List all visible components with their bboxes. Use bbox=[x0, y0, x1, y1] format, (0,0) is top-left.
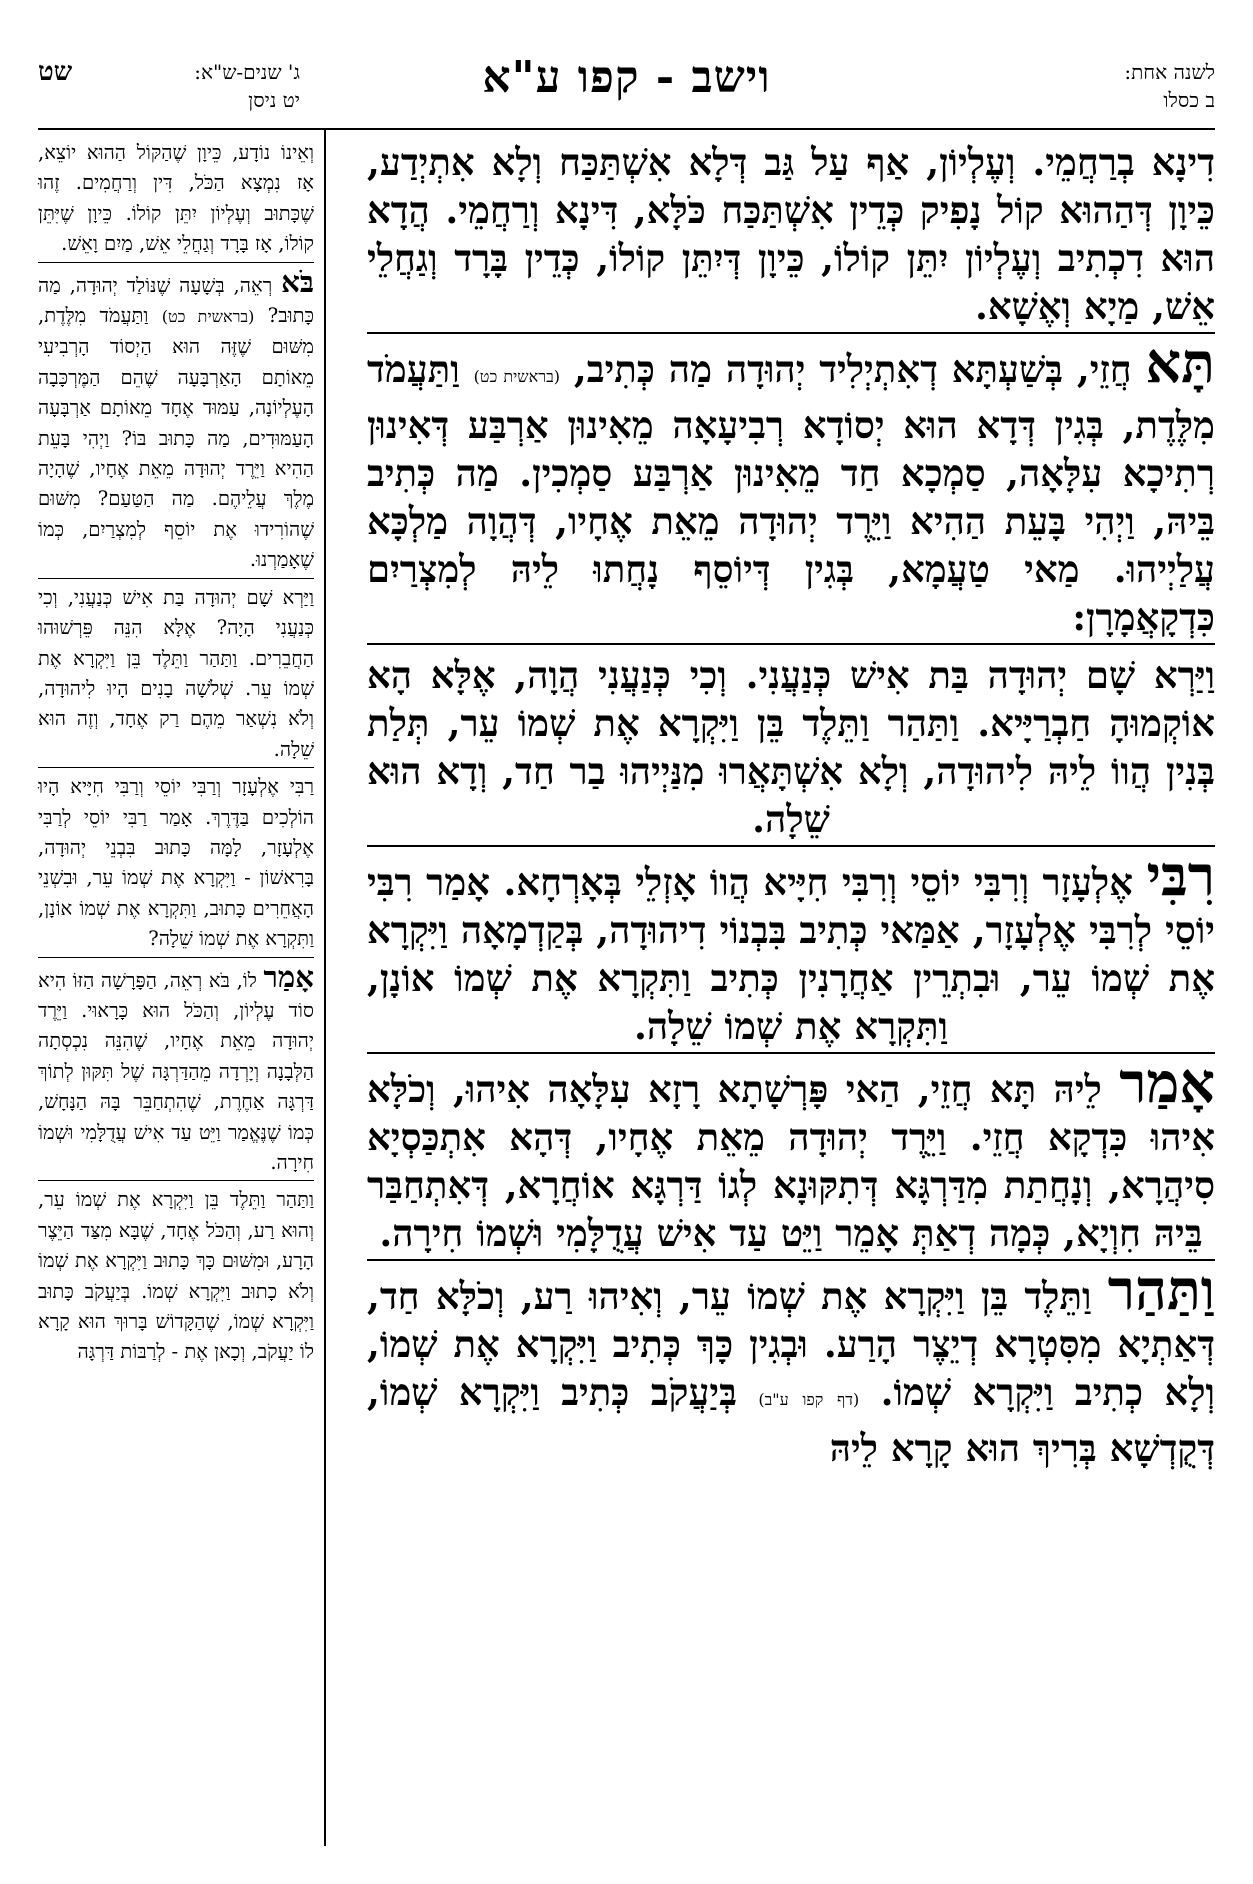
side-paragraph-1 bbox=[38, 138, 314, 260]
header-rule bbox=[38, 128, 1215, 130]
main-paragraph-6-lead: וַתַּהַר bbox=[1107, 1258, 1215, 1323]
schedule-label-one-year: לשנה אחת: bbox=[1124, 60, 1215, 84]
folio-number: שט bbox=[38, 57, 73, 87]
main-paragraph-6-text-b: בְּיַעֲקֹב כְּתִיב וַיִּקְרָא שְׁמוֹ, דְּקֻדְשָׁא בְּרִיךְ הוּא קָרָא לֵיהּ bbox=[367, 1370, 1215, 1470]
paragraph-rule bbox=[38, 957, 314, 958]
schedule-label-three-years: ג' שנים-ש"א: bbox=[194, 60, 300, 84]
paragraph-rule bbox=[38, 578, 314, 579]
main-paragraph-4 bbox=[367, 844, 1215, 1050]
main-paragraph-6 bbox=[367, 1258, 1215, 1472]
side-paragraph-1-text: וְאֵינוֹ נוֹדָע, כֵּיוָן שֶׁהַקּוֹל הַהוּא יוֹצֵא, אָז נִמְצָא הַכֹּל, דִּין וְרַחֲמִים. זֶהוּ שֶׁכָּתוּב וְעֶלְיוֹן יִתֵּן קוֹלוֹ. כֵּיוָן שֶׁיִּתֵּן קוֹלוֹ, אָז בָּרָד וְגַחֲלֵי אֵשׁ, מַיִם וָאֵשׁ. bbox=[38, 141, 314, 256]
main-paragraph-6-folio-ref: (דף קפו ע"ב) bbox=[758, 1390, 860, 1409]
main-paragraph-2-lead: תָּא bbox=[1145, 331, 1215, 396]
main-paragraph-3 bbox=[367, 651, 1215, 843]
paragraph-rule bbox=[38, 767, 314, 768]
side-paragraph-2 bbox=[38, 264, 315, 576]
schedule-date-one-year: ב כסלו bbox=[1163, 88, 1215, 112]
page-title: וישב - קפו ע"א bbox=[482, 52, 771, 103]
main-paragraph-2-source: (בראשית כט) bbox=[473, 367, 561, 386]
side-paragraph-4-text: רַבִּי אֶלְעָזָר וְרַבִּי יוֹסֵי וְרַבִּי חִיָּיא הָיוּ הוֹלְכִים בַּדֶּרֶךְ. אָמַר רַבִּי יוֹסֵי לְרַבִּי אֶלְעָזָר, לָמָּה כָּתוּב בִּבְנֵי יְהוּדָה, בָּרִאשׁוֹן - וַיִּקְרָא אֶת שְׁמוֹ עֵר, וּבִשְׁנֵי הָאֲחֵרִים כָּתוּב, וַתִּקְרָא אֶת שְׁמוֹ אוֹנָן, וַתִּקְרָא אֶת שְׁמוֹ שֵׁלָה? bbox=[38, 775, 314, 951]
main-paragraph-6-text-a: וַתֵּלֶד בֵּן וַיִּקְרָא אֶת שְׁמוֹ עֵר, וְאִיהוּ רַע, וְכֹלָּא חַד, דְּאַתְיָא מִסִּטְרָא דְיֵצֶר הָרַע. וּבְגִין כָּךְ כְּתִיב וַיִּקְרָא אֶת שְׁמוֹ, וְלָא כְתִיב וַיִּקְרָא שְׁמוֹ. bbox=[367, 1274, 1215, 1414]
side-paragraph-5-lead: אָמַר bbox=[263, 959, 314, 994]
paragraph-rule bbox=[367, 1052, 1215, 1054]
paragraph-rule bbox=[38, 262, 314, 263]
main-paragraph-2 bbox=[367, 331, 1215, 641]
daily-schedule-three-years bbox=[110, 58, 300, 114]
side-paragraph-2-lead: בֹּא bbox=[281, 264, 314, 299]
translation-column bbox=[38, 138, 314, 1368]
column-divider bbox=[324, 130, 326, 1846]
main-paragraph-1 bbox=[367, 138, 1215, 330]
side-paragraph-2-text-b: וַתַּעֲמֹד מִלֶּדֶת, מִשּׁוּם שֶׁזֶּה הוּא הַיְסוֹד הָרְבִיעִי מֵאוֹתָם הָאַרְבָּעָה שֶׁהֵם הַמֶּרְכָּבָה הָעֶלְיוֹנָה, עַמּוּד אֶחָד מֵאוֹתָם אַרְבָּעָה הָעַמּוּדִים, מַה כָּתוּב בּוֹ? וַיְהִי בָּעֵת הַהִיא וַיֵּרֶד יְהוּדָה מֵאֵת אֶחָיו, שֶׁהָיָה מֶלֶךְ עֲלֵיהֶם. מַה הַטַּעַם? מִשּׁוּם שֶׁהוֹרִידוּ אֶת יוֹסֵף לְמִצְרַיִם, כְּמוֹ שֶׁאָמַרְנוּ. bbox=[38, 304, 314, 572]
main-paragraph-5-lead: אָמַר bbox=[1119, 1051, 1215, 1116]
paragraph-rule bbox=[38, 1180, 314, 1181]
main-paragraph-4-lead: רִבִּי bbox=[1146, 844, 1215, 909]
paragraph-rule bbox=[367, 845, 1215, 847]
main-paragraph-4-text: אֶלְעָזָר וְרִבִּי יוֹסֵי וְרִבִּי חִיָּיא הֲווֹ אָזְלֵי בְּאָרְחָא. אָמַר רִבִּי יוֹסֵי לְרִבִּי אֶלְעָזָר, אַמַּאי כְּתִיב בִּבְנוֹי דִיהוּדָה, בְּקַדְמָאָה וַיִּקְרָא אֶת שְׁמוֹ עֵר, וּבִתְרֵין אַחֲרָנִין כְּתִיב וַתִּקְרָא אֶת שְׁמוֹ אוֹנָן, וַתִּקְרָא אֶת שְׁמוֹ שֵׁלָה. bbox=[367, 860, 1215, 1048]
main-paragraph-2-text-b: וַתַּעֲמֹד מִלֶּדֶת, בְּגִין דְּדָא הוּא יְסוֹדָא רְבִיעָאָה מֵאִינוּן אַרְבַּע דְּאִינוּן רְתִיכָא עִלָּאָה, סַמְכָא חַד מֵאִינוּן אַרְבַּע סַמְכִין. מַה כְּתִיב בֵּיהּ, וַיְהִי בָּעֵת הַהִיא וַיֵּרֶד יְהוּדָה מֵאֵת אֶחָיו, דְּהֲוָה מַלְכָּא עֲלַיְיהוּ. מַאי טַעֲמָא, בְּגִין דְּיוֹסֵף נָחֲתוּ לֵיהּ לְמִצְרַיִם כִּדְקָאֲמָרָן: bbox=[367, 347, 1215, 639]
side-paragraph-2-text-a: רְאֵה, בְּשָׁעָה שֶׁנּוֹלַד יְהוּדָה, מַה כָּתוּב? bbox=[38, 273, 315, 328]
main-paragraph-1-text: דִינָא בְרַחֲמֵי. וְעֶלְיוֹן, אַף עַל גַּב דְּלָא אִשְׁתַּכַּח וְלָא אִתְיְדַע, כֵּיוָן דְּהַהוּא קוֹל נָפִיק כְּדֵין אִשְׁתַּכַּח כֹּלָּא, דִּינָא וְרַחֲמֵי. הֲדָא הוּא דִכְתִיב וְעֶלְיוֹן יִתֵּן קוֹלוֹ, כֵּיוָן דְּיִתֵּן קוֹלוֹ, כְּדֵין בָּרָד וְגַחֲלֵי אֵשׁ, מַיָא וְאֶשָׁא. bbox=[367, 140, 1215, 328]
main-paragraph-3-text: וַיַּרְא שָׁם יְהוּדָה בַּת אִישׁ כְּנַעֲנִי. וְכִי כְּנַעֲנִי הֲוָה, אֶלָּא הָא אוֹקְמוּהָ חַבְרַיָּיא. וַתַּהַר וַתֵּלֶד בֵּן וַיִּקְרָא אֶת שְׁמוֹ עֵר, תְּלַת בְּנִין הֲווֹ לֵיהּ לִיהוּדָה, וְלָא אִשְׁתָּאֲרוּ מִנַּיְיהוּ בַר חַד, וְדָא הוּא שֵׁלָה. bbox=[367, 653, 1215, 841]
side-paragraph-5 bbox=[38, 959, 314, 1179]
side-paragraph-6 bbox=[38, 1185, 314, 1367]
side-paragraph-3 bbox=[38, 583, 314, 765]
paragraph-rule bbox=[367, 332, 1215, 334]
paragraph-rule bbox=[367, 643, 1215, 645]
side-paragraph-2-source: (בראשית כט) bbox=[161, 307, 255, 327]
side-paragraph-4 bbox=[38, 772, 314, 954]
side-paragraph-6-text: וַתַּהַר וַתֵּלֶד בֵּן וַיִּקְרָא אֶת שְׁמוֹ עֵר, וְהוּא רַע, וְהַכֹּל אֶחָד, שֶׁבָּא מִצַּד הַיֵּצֶר הָרָע, וּמִשּׁוּם כָּךְ כָּתוּב וַיִּקְרָא אֶת שְׁמוֹ וְלֹא כָתוּב וַיִּקְרָא שְׁמוֹ. בְּיַעֲקֹב כָּתוּב וַיִּקְרָא שְׁמוֹ, שֶׁהַקָּדוֹשׁ בָּרוּךְ הוּא קָרָא לוֹ יַעֲקֹב, וְכָאן אֶת - לְרַבּוֹת דַּרְגָּה bbox=[38, 1188, 314, 1364]
main-paragraph-2-text-a: חֲזֵי, בְּשַׁעְתָּא דְאִתְיְלִיד יְהוּדָה מַה כְּתִיב, bbox=[560, 347, 1146, 391]
side-paragraph-5-text: לוֹ, בֹּא רְאֵה, הַפָּרָשָׁה הַזּוֹ הִיא סוֹד עֶלְיוֹן, וְהַכֹּל הוּא כָּרָאוּי. וַיֵּרֶד יְהוּדָה מֵאֵת אֶחָיו, שֶׁהִנֵּה נִכְסְתָה הַלְּבָנָה וְיָרְדָה מֵהַדַּרְגָּה שֶׁל תִּקּוּן לְתוֹךְ דַּרְגָּה אַחֶרֶת, שֶׁהִתְחַבֵּר בָּהּ הַנָּחָשׁ, כְּמוֹ שֶׁנֶּאֱמַר וַיֵּט עַד אִישׁ עֲדֻלָּמִי וּשְׁמוֹ חִירָה. bbox=[38, 968, 314, 1174]
schedule-date-three-years: יט ניסן bbox=[248, 88, 300, 112]
page-header bbox=[38, 52, 1215, 130]
main-paragraph-5-text: לֵיהּ תָּא חֲזֵי, הַאי פָּרְשָׁתָא רָזָא עִלָּאָה אִיהוּ, וְכֹלָּא אִיהוּ כִּדְקָא חֲזֵי. וַיֵּרֶד יְהוּדָה מֵאֵת אֶחָיו, דְּהָא אִתְכַּסְיָא סִיהֲרָא, וְנָחֲתַת מִדַּרְגָּא דְּתִקּוּנָא לְגוֹ דַּרְגָּא אוֹחֲרָא, דְּאִתְחַבַּר בֵּיהּ חִוְיָא, כְּמָה דְאַתְּ אָמֵר וַיֵּט עַד אִישׁ עֲדֻלָּמִי וּשְׁמוֹ חִירָה. bbox=[367, 1067, 1215, 1255]
main-paragraph-5 bbox=[367, 1051, 1215, 1257]
side-paragraph-3-text: וַיַּרְא שָׁם יְהוּדָה בַּת אִישׁ כְּנַעֲנִי, וְכִי כְּנַעֲנִי הָיָה? אֶלָּא הִנֵּה פֵּרְשׁוּהוּ הַחֲבֵרִים. וַתַּהַר וַתֵּלֶד בֵּן וַיִּקְרָא אֶת שְׁמוֹ עֵר. שְׁלֹשָׁה בָנִים הָיוּ לִיהוּדָה, וְלֹא נִשְׁאַר מֵהֶם רַק אֶחָד, וְזֶה הוּא שֵׁלָה. bbox=[38, 585, 314, 761]
aramaic-text-column bbox=[367, 138, 1215, 1472]
paragraph-rule bbox=[367, 1259, 1215, 1261]
